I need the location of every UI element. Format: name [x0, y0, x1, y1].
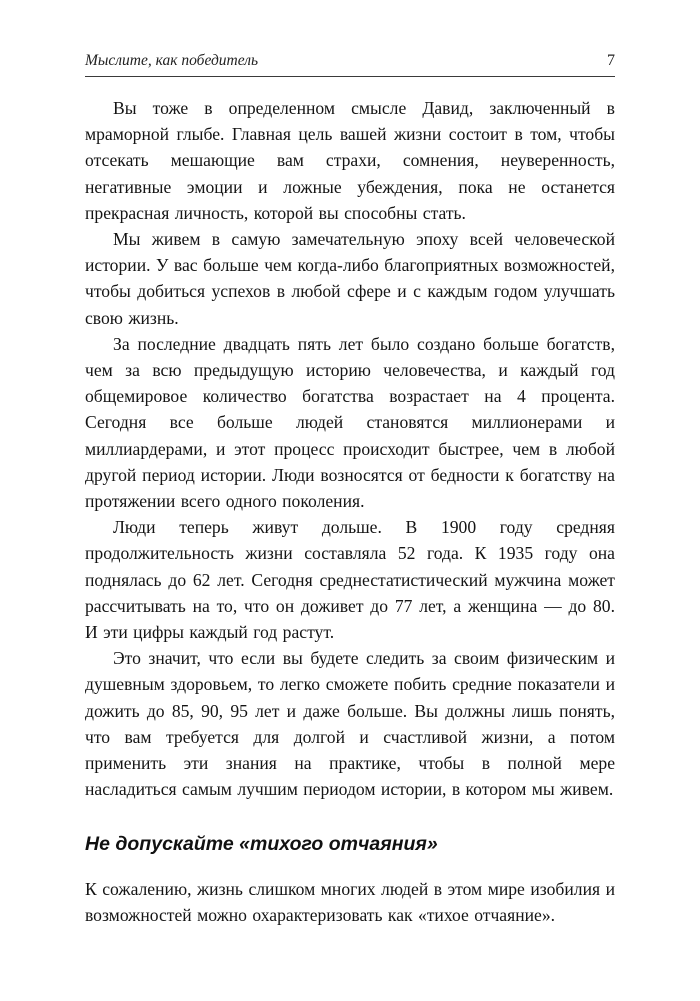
page-number: 7	[607, 52, 615, 69]
body-paragraph: Люди теперь живут дольше. В 1900 году средняя продолжительность жизни составляла 52 года. К 1935 году она поднялась до 62 лет. Сегодня среднестатистический мужчина может рассчитывать на то, что он доживет до 77 лет, а женщина — до 80. И эти цифры каждый год растут.	[85, 517, 615, 643]
running-title: Мыслите, как победитель	[85, 52, 259, 69]
body-paragraph: Это значит, что если вы будете следить за своим физическим и душевным здоровьем, то легко сможете побить средние показатели и дожить до 85, 90, 95 лет и даже больше. Вы должны лишь понять, что вам требуется для долгой и счастливой жизни, а потом применить эти знания на практике, чтобы в полной мере насладиться самым лучшим периодом истории, в котором мы живем.	[85, 648, 615, 800]
section-heading: Не допускайте «тихого отчаяния»	[85, 833, 438, 856]
page-body	[85, 95, 615, 928]
body-paragraph: За последние двадцать пять лет было создано больше богатств, чем за всю предыдущую историю человечества, и каждый год общемировое количество богатства возрастает на 4 процента. Сегодня все больше людей становятся миллионерами и миллиардерами, и этот процесс происходит быстрее, чем в любой другой период истории. Люди возносятся от бедности к богатству на протяжении всего одного поколения.	[85, 333, 615, 512]
body-paragraph: Мы живем в самую замечательную эпоху всей человеческой истории. У вас больше чем когда-либо благоприятных возможностей, чтобы добиться успехов в любой сфере и с каждым годом улучшать свою жизнь.	[85, 229, 615, 328]
body-paragraph: Вы тоже в определенном смысле Давид, заключенный в мраморной глыбе. Главная цель вашей жизни состоит в том, чтобы отсекать мешающие вам страхи, сомнения, неуверенность, негативные эмоции и ложные убеждения, пока не останется прекрасная личность, которой вы способны стать.	[85, 98, 615, 223]
page-header	[85, 52, 615, 77]
body-paragraph: К сожалению, жизнь слишком многих людей в этом мире изобилия и возможностей можно охарактеризовать как «тихое отчаяние».	[85, 878, 615, 925]
